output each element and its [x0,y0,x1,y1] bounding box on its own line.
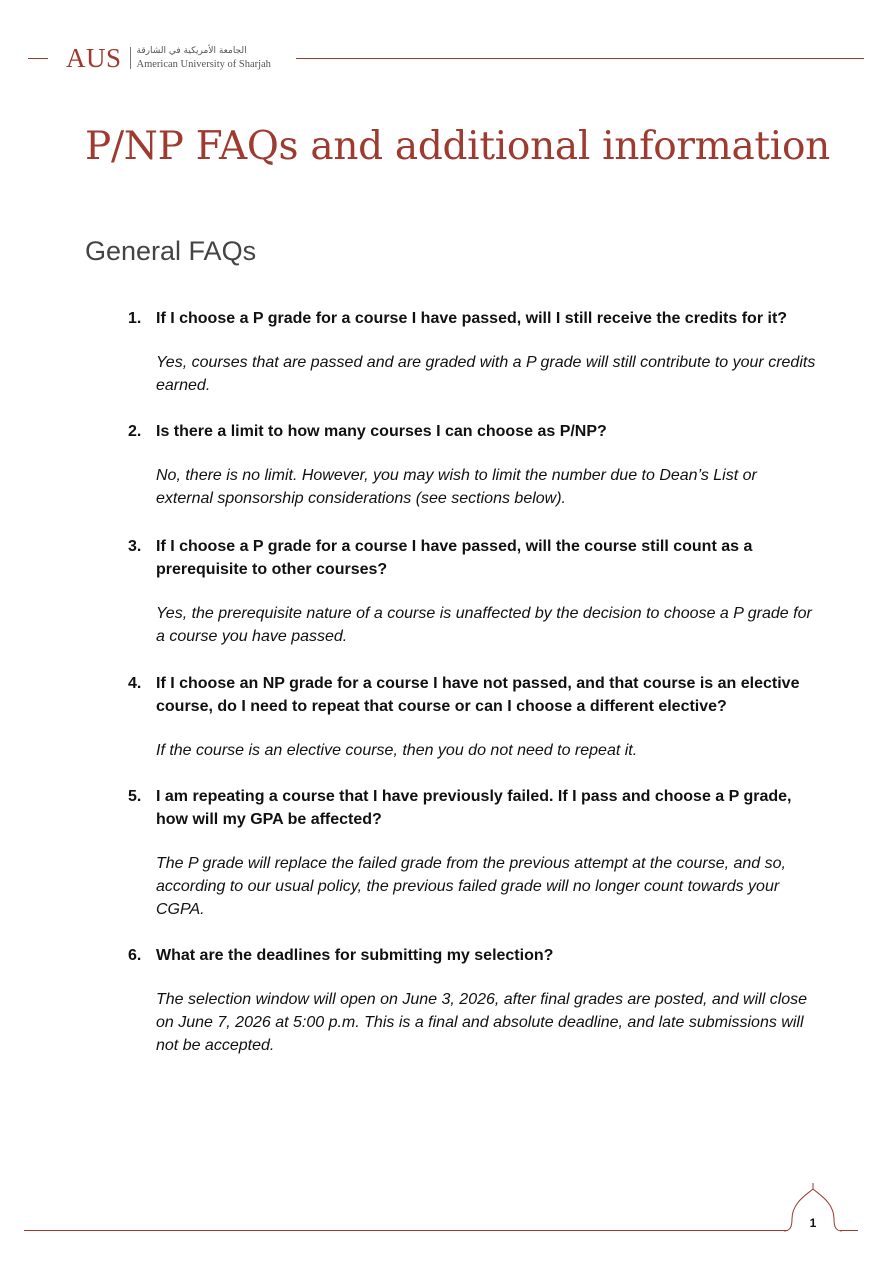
faq-number: 3. [128,538,142,555]
page-number: 1 [809,1216,817,1230]
footer-rule-end [840,1230,858,1231]
faq-answer: Yes, courses that are passed and are graded with a P grade will still contribute to your credits earned. [156,354,816,394]
faq-question: Is there a limit to how many courses I can choose as P/NP? [156,423,607,440]
logo-wordmark [137,46,271,70]
page-title: P/NP FAQs and additional information [85,124,830,169]
faq-answer: The selection window will open on June 3, 2026, after final grades are posted, and will close on June 7, 2026 at 5:00 p.m. This is a final and absolute deadline, and late submissions will not be accepted. [156,991,808,1054]
faq-answer: No, there is no limit. However, you may wish to limit the number due to Dean’s List or external sponsorship considerations (see sections below). [156,467,757,507]
faq-number: 6. [128,947,142,964]
faq-question: What are the deadlines for submitting my selection? [156,947,554,964]
faq-question: I am repeating a course that I have previously failed. If I pass and choose a P grade, how will my GPA be affected? [156,788,792,828]
logo-separator [130,47,131,69]
faq-question: If I choose a P grade for a course I have passed, will I still receive the credits for it? [156,310,788,327]
logo-abbreviation: AUS [66,43,122,73]
logo-arabic-name: الجامعة الأمريكية في الشارقة [136,46,247,56]
header-rule [296,58,864,59]
faq-number: 4. [128,675,142,692]
faq-number: 1. [128,310,142,327]
faq-answer: The P grade will replace the failed grade from the previous attempt at the course, and so, according to our usual policy, the previous failed grade will no longer count towards your CGPA. [156,855,786,918]
faq-answer: Yes, the prerequisite nature of a course is unaffected by the decision to choose a P grade for a course you have passed. [156,605,812,645]
footer-rule [24,1230,788,1231]
faq-question: If I choose an NP grade for a course I have not passed, and that course is an elective course, do I need to repeat that course or can I choose a different elective? [156,675,800,715]
faq-number: 5. [128,788,142,805]
header-dash [28,58,48,59]
faq-number: 2. [128,423,142,440]
aus-logo [66,43,271,73]
section-title: General FAQs [85,236,257,266]
logo-english-name: American University of Sharjah [136,59,271,70]
faq-answer: If the course is an elective course, then you do not need to repeat it. [156,742,638,759]
faq-question: If I choose a P grade for a course I have passed, will the course still count as a prerequisite to other courses? [156,538,753,578]
